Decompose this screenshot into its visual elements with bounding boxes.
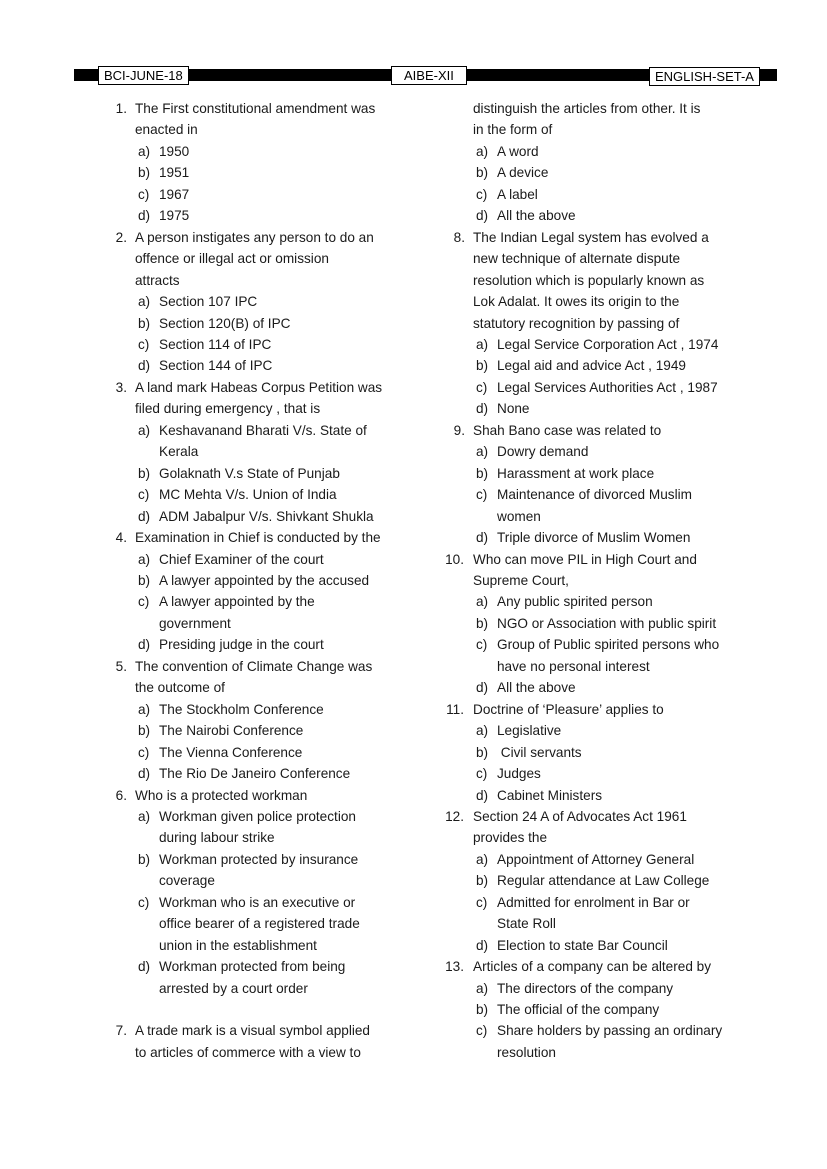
option: a) Appointment of Attorney General <box>476 851 695 867</box>
question-text: provides the <box>473 830 548 846</box>
option: b) Regular attendance at Law College <box>476 873 710 889</box>
option: d) Election to state Bar Council <box>476 937 668 953</box>
question-number: 5. <box>115 658 127 674</box>
question-text: Shah Bano case was related to <box>473 422 662 438</box>
option: a) The Stockholm Conference <box>138 701 324 717</box>
question-text: to articles of commerce with a view to <box>135 1044 361 1060</box>
question-text: resolution which is popularly known as <box>473 272 705 288</box>
question-13 <box>443 956 743 977</box>
question-text: The convention of Climate Change was <box>135 658 373 674</box>
question-text: Section 24 A of Advocates Act 1961 <box>473 808 687 824</box>
question-8 <box>443 227 743 334</box>
question-10 <box>443 549 743 592</box>
question-text: filed during emergency , that is <box>135 401 321 417</box>
question-1 <box>105 98 405 141</box>
option: c) Judges <box>476 766 541 782</box>
option: a) Chief Examiner of the court <box>138 551 324 567</box>
question-number: 4. <box>115 530 127 546</box>
option: a) Any public spirited person <box>476 594 653 610</box>
question-text: in the form of <box>473 122 553 138</box>
option: d) 1975 <box>138 208 190 224</box>
option: c) Share holders by passing an ordinary resolution <box>476 1023 723 1060</box>
option: c) Group of Public spirited persons who have no personal interest <box>476 637 720 674</box>
option: b) A device <box>476 165 549 181</box>
option: a) Keshavanand Bharati V/s. State of Kerala <box>138 422 367 460</box>
question-text: The Indian Legal system has evolved a <box>473 229 709 245</box>
option: c) MC Mehta V/s. Union of India <box>138 487 337 503</box>
option: d) Section 144 of IPC <box>138 358 273 374</box>
question-number: 7. <box>115 1023 127 1039</box>
option: a) A word <box>476 143 539 159</box>
option: d) The Rio De Janeiro Conference <box>138 766 351 782</box>
question-12 <box>443 806 743 849</box>
question-text: Who can move PIL in High Court and <box>473 551 697 567</box>
question-text: Examination in Chief is conducted by the <box>135 530 381 546</box>
question-2 <box>105 227 405 291</box>
question-5 <box>105 656 405 699</box>
option: d) All the above <box>476 208 576 224</box>
option: c) Section 114 of IPC <box>138 336 272 352</box>
option: b) Section 120(B) of IPC <box>138 315 291 331</box>
option: a) Legal Service Corporation Act , 1974 <box>476 336 719 352</box>
question-text: Articles of a company can be altered by <box>473 959 712 975</box>
question-number: 12. <box>445 808 464 824</box>
question-text: Supreme Court, <box>473 572 569 588</box>
question-number: 3. <box>115 379 127 395</box>
question-text: statutory recognition by passing of <box>473 315 680 331</box>
question-number: 6. <box>115 787 127 803</box>
question-7 <box>105 1020 405 1063</box>
question-11 <box>443 699 743 720</box>
question-text: the outcome of <box>135 680 225 696</box>
option: a) The directors of the company <box>476 980 674 996</box>
option: b) Legal aid and advice Act , 1949 <box>476 358 686 374</box>
option: d) Presiding judge in the court <box>138 637 324 653</box>
question-6 <box>105 785 405 806</box>
option: b) The Nairobi Conference <box>138 723 304 739</box>
question-number: 11. <box>446 701 464 717</box>
question-number: 9. <box>453 422 465 438</box>
question-text: offence or illegal act or omission <box>135 251 329 267</box>
option: c) 1967 <box>138 186 190 202</box>
header-tag-exam-session: BCI-JUNE-18 <box>98 66 189 85</box>
question-text: attracts <box>135 272 180 288</box>
option: a) Section 107 IPC <box>138 294 258 310</box>
option: d) Workman protected from being arrested by a court order <box>138 959 346 996</box>
option: a) Legislative <box>476 723 562 739</box>
option: b) A lawyer appointed by the accused <box>138 572 370 588</box>
question-text: A person instigates any person to do an <box>135 229 374 245</box>
option: d) All the above <box>476 680 576 696</box>
question-text: The First constitutional amendment was <box>135 101 376 116</box>
option: a) 1950 <box>138 143 190 159</box>
question-text: A land mark Habeas Corpus Petition was <box>135 379 383 395</box>
question-4 <box>105 527 405 548</box>
option: d) ADM Jabalpur V/s. Shivkant Shukla <box>138 508 374 524</box>
question-text: distinguish the articles from other. It is <box>473 101 701 116</box>
option: b) Workman protected by insurance coverage <box>138 851 359 889</box>
option: c) A label <box>476 186 538 202</box>
option: c) Admitted for enrolment in Bar or State Roll <box>476 894 690 932</box>
right-column <box>443 98 743 1063</box>
question-number: 2. <box>115 229 127 245</box>
question-text: new technique of alternate dispute <box>473 251 681 267</box>
header-tag-set: ENGLISH-SET-A <box>649 67 760 86</box>
option: d) None <box>476 401 530 417</box>
option: c) A lawyer appointed by the government <box>138 594 315 631</box>
question-9 <box>443 420 743 441</box>
question-text: Who is a protected workman <box>135 787 308 803</box>
question-text: Doctrine of ‘Pleasure’ applies to <box>473 701 664 717</box>
option: b) Golaknath V.s State of Punjab <box>138 465 340 481</box>
option: a) Dowry demand <box>476 444 589 460</box>
option: b) 1951 <box>138 165 190 181</box>
option: d) Cabinet Ministers <box>476 787 603 803</box>
option: a) Workman given police protection during labour strike <box>138 808 356 846</box>
option: c) The Vienna Conference <box>138 744 303 760</box>
option: c) Workman who is an executive or office bearer of a registered trade union in the establishment <box>138 894 360 953</box>
option: b) NGO or Association with public spirit <box>476 615 717 631</box>
question-number: 8. <box>453 229 465 245</box>
option: b) The official of the company <box>476 1002 660 1018</box>
option: b) Harassment at work place <box>476 465 655 481</box>
question-number: 1. <box>115 101 127 116</box>
option: d) Triple divorce of Muslim Women <box>476 530 691 546</box>
question-text: Lok Adalat. It owes its origin to the <box>473 294 680 310</box>
question-number: 13. <box>445 959 464 975</box>
question-3 <box>105 377 405 420</box>
option: c) Maintenance of divorced Muslim women <box>476 487 692 524</box>
question-text: enacted in <box>135 122 198 138</box>
question-number: 10. <box>445 551 464 567</box>
option: b) Civil servants <box>476 744 582 760</box>
question-7-continued <box>443 98 743 141</box>
question-text: A trade mark is a visual symbol applied <box>135 1023 370 1039</box>
option: c) Legal Services Authorities Act , 1987 <box>476 379 718 395</box>
header-tag-exam-name: AIBE-XII <box>391 66 467 85</box>
left-column <box>105 98 405 1063</box>
